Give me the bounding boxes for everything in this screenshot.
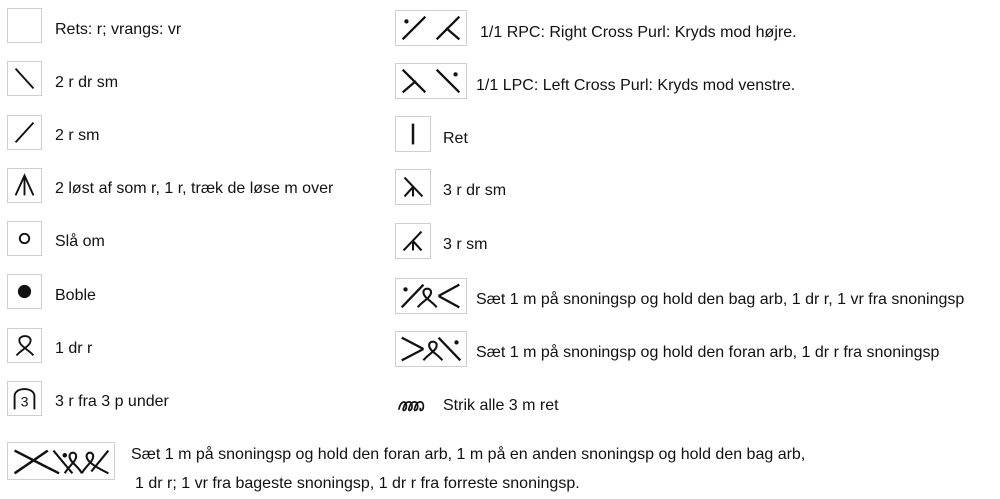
right-cross-purl-icon <box>395 10 467 46</box>
blank-square-icon <box>7 8 42 43</box>
triple-loop-icon <box>395 386 431 422</box>
legend-label: 2 r dr sm <box>55 74 119 91</box>
legend-label: Strik alle 3 m ret <box>443 397 559 414</box>
left-slant-line-icon <box>7 115 42 150</box>
left-cross-purl-icon <box>395 63 467 99</box>
legend-label: 1/1 LPC: Left Cross Purl: Kryds mod venstre. <box>476 77 796 94</box>
legend-label-line-1: Sæt 1 m på snoningsp og hold den foran arb, 1 m på en anden snoningsp og hold den bag arb, <box>131 446 806 463</box>
cable-front-icon <box>395 331 467 367</box>
twisted-loop-icon <box>7 328 42 363</box>
legend-label: Rets: r; vrangs: vr <box>55 21 182 38</box>
double-cable-icon <box>7 442 115 480</box>
filled-circle-icon <box>7 274 42 309</box>
legend-label: Sæt 1 m på snoningsp og hold den foran arb, 1 dr r fra snoningsp <box>476 344 940 361</box>
legend-label: Slå om <box>55 233 105 250</box>
open-circle-icon <box>7 221 42 256</box>
cable-back-icon <box>395 278 467 314</box>
legend-label: Sæt 1 m på snoningsp og hold den bag arb, 1 dr r, 1 vr fra snoningsp <box>476 291 965 308</box>
legend-label: Boble <box>55 287 96 304</box>
legend-label: Ret <box>443 130 468 147</box>
legend-label-line-2: 1 dr r; 1 vr fra bageste snoningsp, 1 dr r fra forreste snoningsp. <box>135 475 580 492</box>
three-from-three-icon <box>7 381 42 416</box>
legend-label: 2 r sm <box>55 127 100 144</box>
right-slant-line-icon <box>7 61 42 96</box>
legend-label: 2 løst af som r, 1 r, træk de løse m over <box>55 180 334 197</box>
legend-label: 3 r fra 3 p under <box>55 393 169 410</box>
legend-label: 1 dr r <box>55 340 93 357</box>
vertical-bar-icon <box>395 116 431 152</box>
legend-label: 1/1 RPC: Right Cross Purl: Kryds mod højre. <box>480 24 797 41</box>
legend-label: 3 r sm <box>443 236 488 253</box>
double-decrease-icon <box>7 168 42 203</box>
legend-label: 3 r dr sm <box>443 182 507 199</box>
svg-text:3: 3 <box>20 393 29 410</box>
three-left-dec-icon <box>395 223 431 259</box>
three-right-dec-icon <box>395 169 431 205</box>
